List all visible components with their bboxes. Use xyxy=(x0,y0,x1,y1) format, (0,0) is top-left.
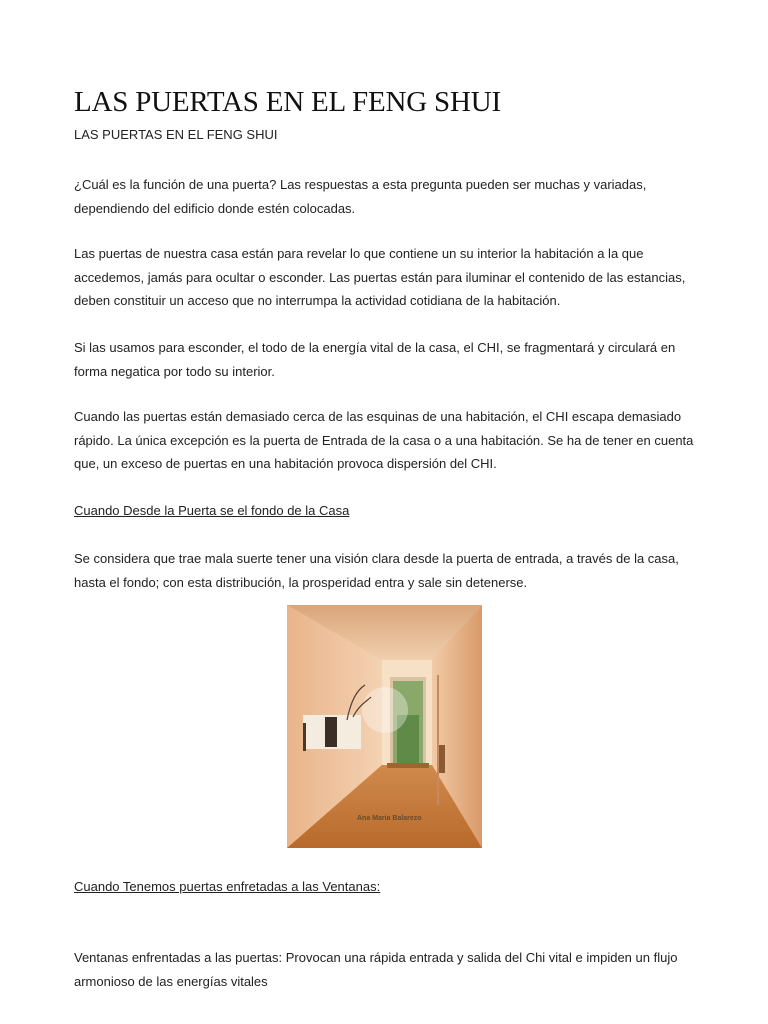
section-heading-doors-windows[interactable]: Cuando Tenemos puertas enfretadas a las Ventanas: xyxy=(74,879,381,894)
paragraph-windows-facing-doors: Ventanas enfrentadas a las puertas: Provocan una rápida entrada y salida del Chi vital e impiden un flujo armonioso de las energías vitales xyxy=(74,950,678,989)
hallway-photo xyxy=(287,605,482,848)
paragraph-chi-fragment: Si las usamos para esconder, el todo de la energía vital de la casa, el CHI, se fragmentará y circulará en forma negatica por todo su interior. xyxy=(74,340,676,379)
paragraph-door-purpose: Las puertas de nuestra casa están para revelar lo que contiene un su interior la habitación a la que accedemos, jamás para ocultar o esconder. Las puertas están para iluminar el contenido de las estancias, deben constituir un acceso que no interrumpa la actividad cotidiana de la habitación. xyxy=(74,246,686,308)
paragraph-bad-luck-view: Se considera que trae mala suerte tener una visión clara desde la puerta de entrada, a través de la casa, hasta el fondo; con esta distribución, la prosperidad entra y sale sin detenerse. xyxy=(74,551,679,590)
photo-watermark: Ana Maria Balarezo xyxy=(357,815,422,822)
section-heading-door-view[interactable]: Cuando Desde la Puerta se el fondo de la Casa xyxy=(74,503,350,518)
page-subtitle: LAS PUERTAS EN EL FENG SHUI xyxy=(74,127,278,142)
paragraph-corner-doors: Cuando las puertas están demasiado cerca de las esquinas de una habitación, el CHI escapa demasiado rápido. La única excepción es la puerta de Entrada de la casa o a una habitación. Se ha de tener en cuenta que, un exceso de puertas en una habitación provoca dispersión del CHI. xyxy=(74,409,694,471)
page-title: LAS PUERTAS EN EL FENG SHUI xyxy=(74,86,501,118)
paragraph-door-function: ¿Cuál es la función de una puerta? Las respuestas a esta pregunta pueden ser muchas y variadas, dependiendo del edificio donde estén colocadas. xyxy=(74,177,647,216)
